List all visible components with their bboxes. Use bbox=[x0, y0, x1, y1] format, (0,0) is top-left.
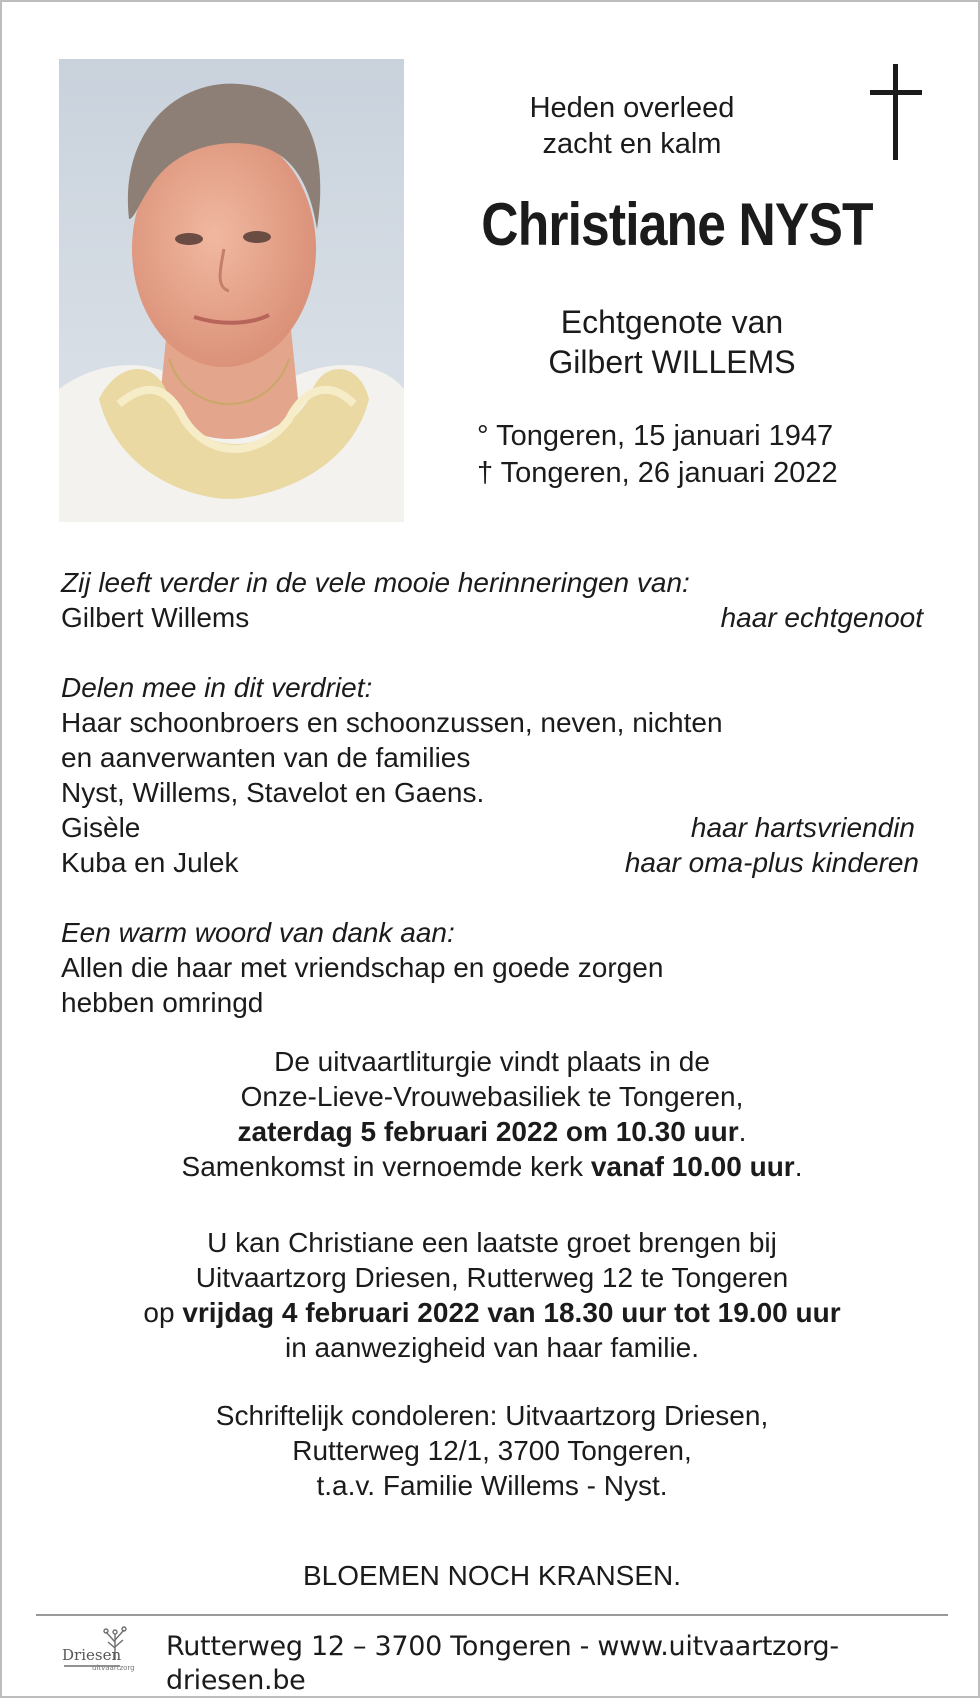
flowers-notice: BLOEMEN NOCH KRANSEN. bbox=[302, 1560, 682, 1591]
funeral-date-line bbox=[42, 1114, 942, 1149]
grief-line: Haar schoonbroers en schoonzussen, neven, nichten bbox=[61, 707, 723, 738]
portrait-image bbox=[59, 59, 404, 522]
visit-date-line bbox=[42, 1295, 942, 1330]
condolence-line-3: t.a.v. Familie Willems - Nyst. bbox=[316, 1470, 668, 1501]
spouse-block bbox=[432, 302, 912, 382]
thanks-section bbox=[61, 915, 923, 1020]
driesen-logo bbox=[60, 1620, 150, 1678]
spouse-line-2: Gilbert WILLEMS bbox=[548, 344, 796, 380]
grief-line: Nyst, Willems, Stavelot en Gaens. bbox=[61, 777, 485, 808]
memories-row bbox=[61, 600, 923, 635]
life-dates bbox=[477, 418, 838, 492]
gather-suffix: . bbox=[794, 1151, 803, 1182]
cross-icon bbox=[866, 64, 926, 160]
footer-divider bbox=[36, 1614, 948, 1616]
logo-text: Driesen bbox=[62, 1646, 122, 1664]
grief-row-relation: haar hartsvriendin bbox=[690, 812, 915, 843]
funeral-date: zaterdag 5 februari 2022 om 10.30 uur bbox=[237, 1116, 739, 1147]
death-date-line bbox=[477, 455, 838, 492]
condolence-line-1: Schriftelijk condoleren: Uitvaartzorg Driesen, bbox=[215, 1400, 769, 1431]
thanks-heading: Een warm woord van dank aan: bbox=[61, 917, 455, 948]
footer-address: Rutterweg 12 – 3700 Tongeren - www.uitvaartzorg-driesen.be bbox=[166, 1631, 839, 1696]
thanks-line-2: hebben omringd bbox=[61, 987, 264, 1018]
funeral-date-suffix: . bbox=[738, 1116, 747, 1147]
funeral-gather-line bbox=[42, 1149, 942, 1184]
gather-time: vanaf 10.00 uur bbox=[590, 1151, 795, 1182]
visit-line-1: U kan Christiane een laatste groet brengen bij bbox=[207, 1227, 777, 1258]
death-date: Tongeren, 26 januari 2022 bbox=[493, 457, 838, 489]
dagger-icon: † bbox=[477, 457, 494, 489]
memories-heading: Zij leeft verder in de vele mooie herinneringen van: bbox=[61, 567, 690, 598]
grief-section bbox=[61, 670, 923, 880]
portrait-photo bbox=[59, 59, 404, 522]
visit-line-2: Uitvaartzorg Driesen, Rutterweg 12 te Tongeren bbox=[195, 1262, 789, 1293]
spouse-line-1: Echtgenote van bbox=[560, 304, 784, 340]
memories-section bbox=[61, 565, 923, 635]
logo-subtext: uitvaartzorg bbox=[92, 1664, 135, 1672]
grief-line: en aanverwanten van de families bbox=[61, 742, 471, 773]
visit-prefix: op bbox=[143, 1297, 183, 1328]
grief-row-name: Gisèle bbox=[61, 812, 141, 843]
memories-relation: haar echtgenoot bbox=[720, 602, 923, 633]
announcement-intro bbox=[432, 90, 832, 162]
gather-prefix: Samenkomst in vernoemde kerk bbox=[181, 1151, 591, 1182]
thanks-line-1: Allen die haar met vriendschap en goede zorgen bbox=[61, 952, 664, 983]
visit-line-4: in aanwezigheid van haar familie. bbox=[284, 1332, 700, 1363]
visit-date: vrijdag 4 februari 2022 van 18.30 uur tot 19.00 uur bbox=[182, 1297, 841, 1328]
birth-date: ° Tongeren, 15 januari 1947 bbox=[477, 420, 834, 452]
deceased-name: Christiane NYST bbox=[481, 191, 873, 258]
grief-row bbox=[61, 845, 923, 880]
intro-line-1: Heden overleed bbox=[529, 92, 735, 124]
memories-name: Gilbert Willems bbox=[61, 602, 250, 633]
intro-line-2: zacht en kalm bbox=[542, 128, 722, 160]
condolence-section bbox=[42, 1398, 942, 1503]
visit-section bbox=[42, 1225, 942, 1365]
funeral-section bbox=[42, 1044, 942, 1184]
grief-heading: Delen mee in dit verdriet: bbox=[61, 672, 373, 703]
funeral-line-1: De uitvaartliturgie vindt plaats in de bbox=[274, 1046, 710, 1077]
funeral-line-2: Onze-Lieve-Vrouwebasiliek te Tongeren, bbox=[240, 1081, 744, 1112]
grief-row-name: Kuba en Julek bbox=[61, 847, 239, 878]
grief-row bbox=[61, 810, 923, 845]
grief-row-relation: haar oma-plus kinderen bbox=[624, 847, 919, 878]
condolence-line-2: Rutterweg 12/1, 3700 Tongeren, bbox=[292, 1435, 692, 1466]
